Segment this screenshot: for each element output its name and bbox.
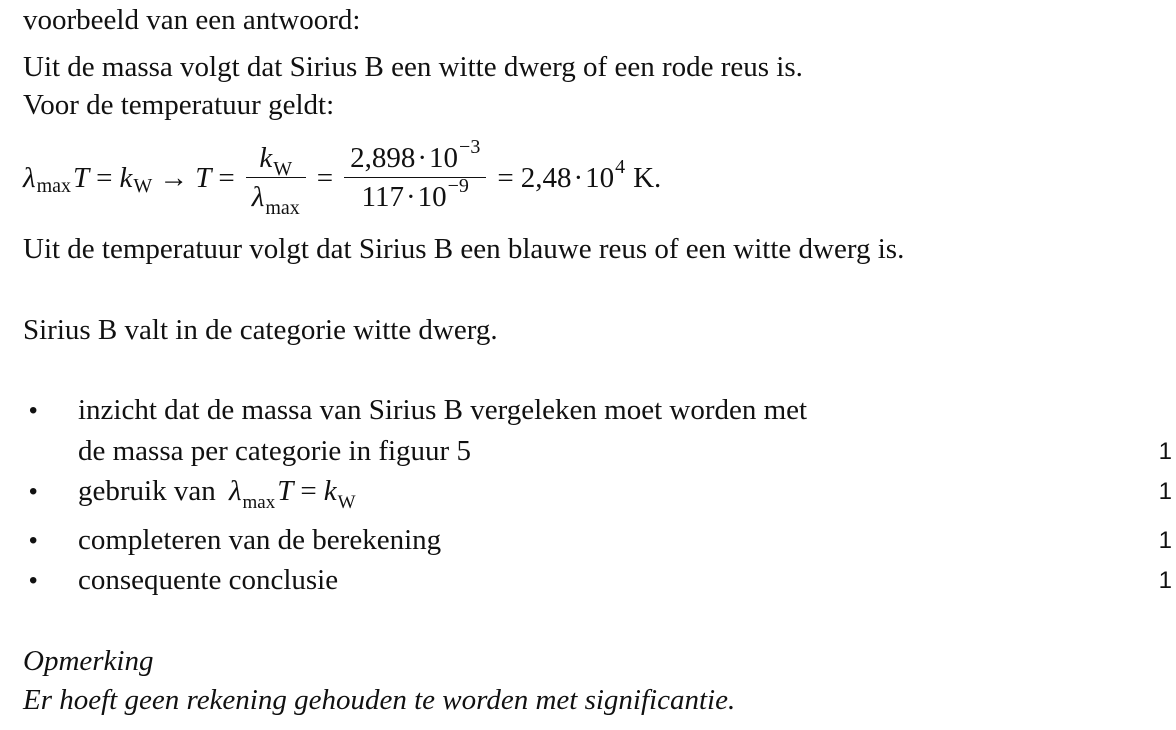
equals-sign: = xyxy=(497,161,514,194)
temperature-conclusion: Uit de temperatuur volgt dat Sirius B een blauwe reus of een witte dwerg is. xyxy=(23,233,905,265)
temperature-symbol: T xyxy=(195,161,212,194)
temperature-symbol: T xyxy=(73,161,90,194)
result-unit: K. xyxy=(633,161,662,194)
fraction-numerator: $2,898\cdot 10^{-3}$ xyxy=(350,136,481,175)
criterion-text: de massa per categorie in figuur 5 xyxy=(78,435,471,467)
criterion-text: consequente conclusie xyxy=(78,564,339,596)
criterion-points: 1 xyxy=(1158,478,1172,505)
bullet-icon: • xyxy=(29,527,38,554)
criterion-text: inzicht dat de massa van Sirius B vergeleken moet worden met xyxy=(78,394,808,426)
answer-intro: voorbeeld van een antwoord: xyxy=(23,4,361,36)
fraction-denominator: $117\cdot 10^{-9}$ xyxy=(361,175,469,214)
note-title: Opmerking xyxy=(23,645,154,677)
equals-sign: = xyxy=(218,161,235,194)
criterion-points: 1 xyxy=(1158,438,1172,465)
temperature-intro: Voor de temperatuur geldt: xyxy=(23,89,335,121)
note-text: Er hoeft geen rekening gehouden te worden met significantie. xyxy=(23,684,736,716)
subscript-w: W xyxy=(133,174,153,197)
wien-formula xyxy=(23,130,661,226)
bullet-icon: • xyxy=(29,397,38,424)
criterion-points: 1 xyxy=(1158,527,1172,554)
final-conclusion: Sirius B valt in de categorie witte dwerg. xyxy=(23,314,498,346)
equals-sign: = xyxy=(316,161,334,194)
lambda-symbol: λ xyxy=(23,161,36,194)
fraction-kw-over-lambda xyxy=(246,142,306,220)
arrow-symbol: → xyxy=(159,161,189,194)
mass-conclusion: Uit de massa volgt dat Sirius B een witte dwerg of een rode reus is. xyxy=(23,51,803,83)
fraction-numeric xyxy=(344,136,486,214)
fraction-denominator: $\lambda_{max}$ xyxy=(251,181,300,220)
criterion-points: 1 xyxy=(1158,567,1172,594)
bullet-icon: • xyxy=(29,478,38,505)
result-value: $2,48\cdot 10^4$ xyxy=(520,155,626,194)
k-symbol: k xyxy=(119,161,133,194)
fraction-numerator: $k_W$ xyxy=(259,142,293,181)
criterion-text: gebruik van $\lambda_{max}T = k_W$ xyxy=(78,475,356,513)
bullet-icon: • xyxy=(29,567,38,594)
equals-sign: = xyxy=(96,161,113,194)
criterion-text: completeren van de berekening xyxy=(78,524,442,556)
subscript-max: max xyxy=(36,174,71,197)
